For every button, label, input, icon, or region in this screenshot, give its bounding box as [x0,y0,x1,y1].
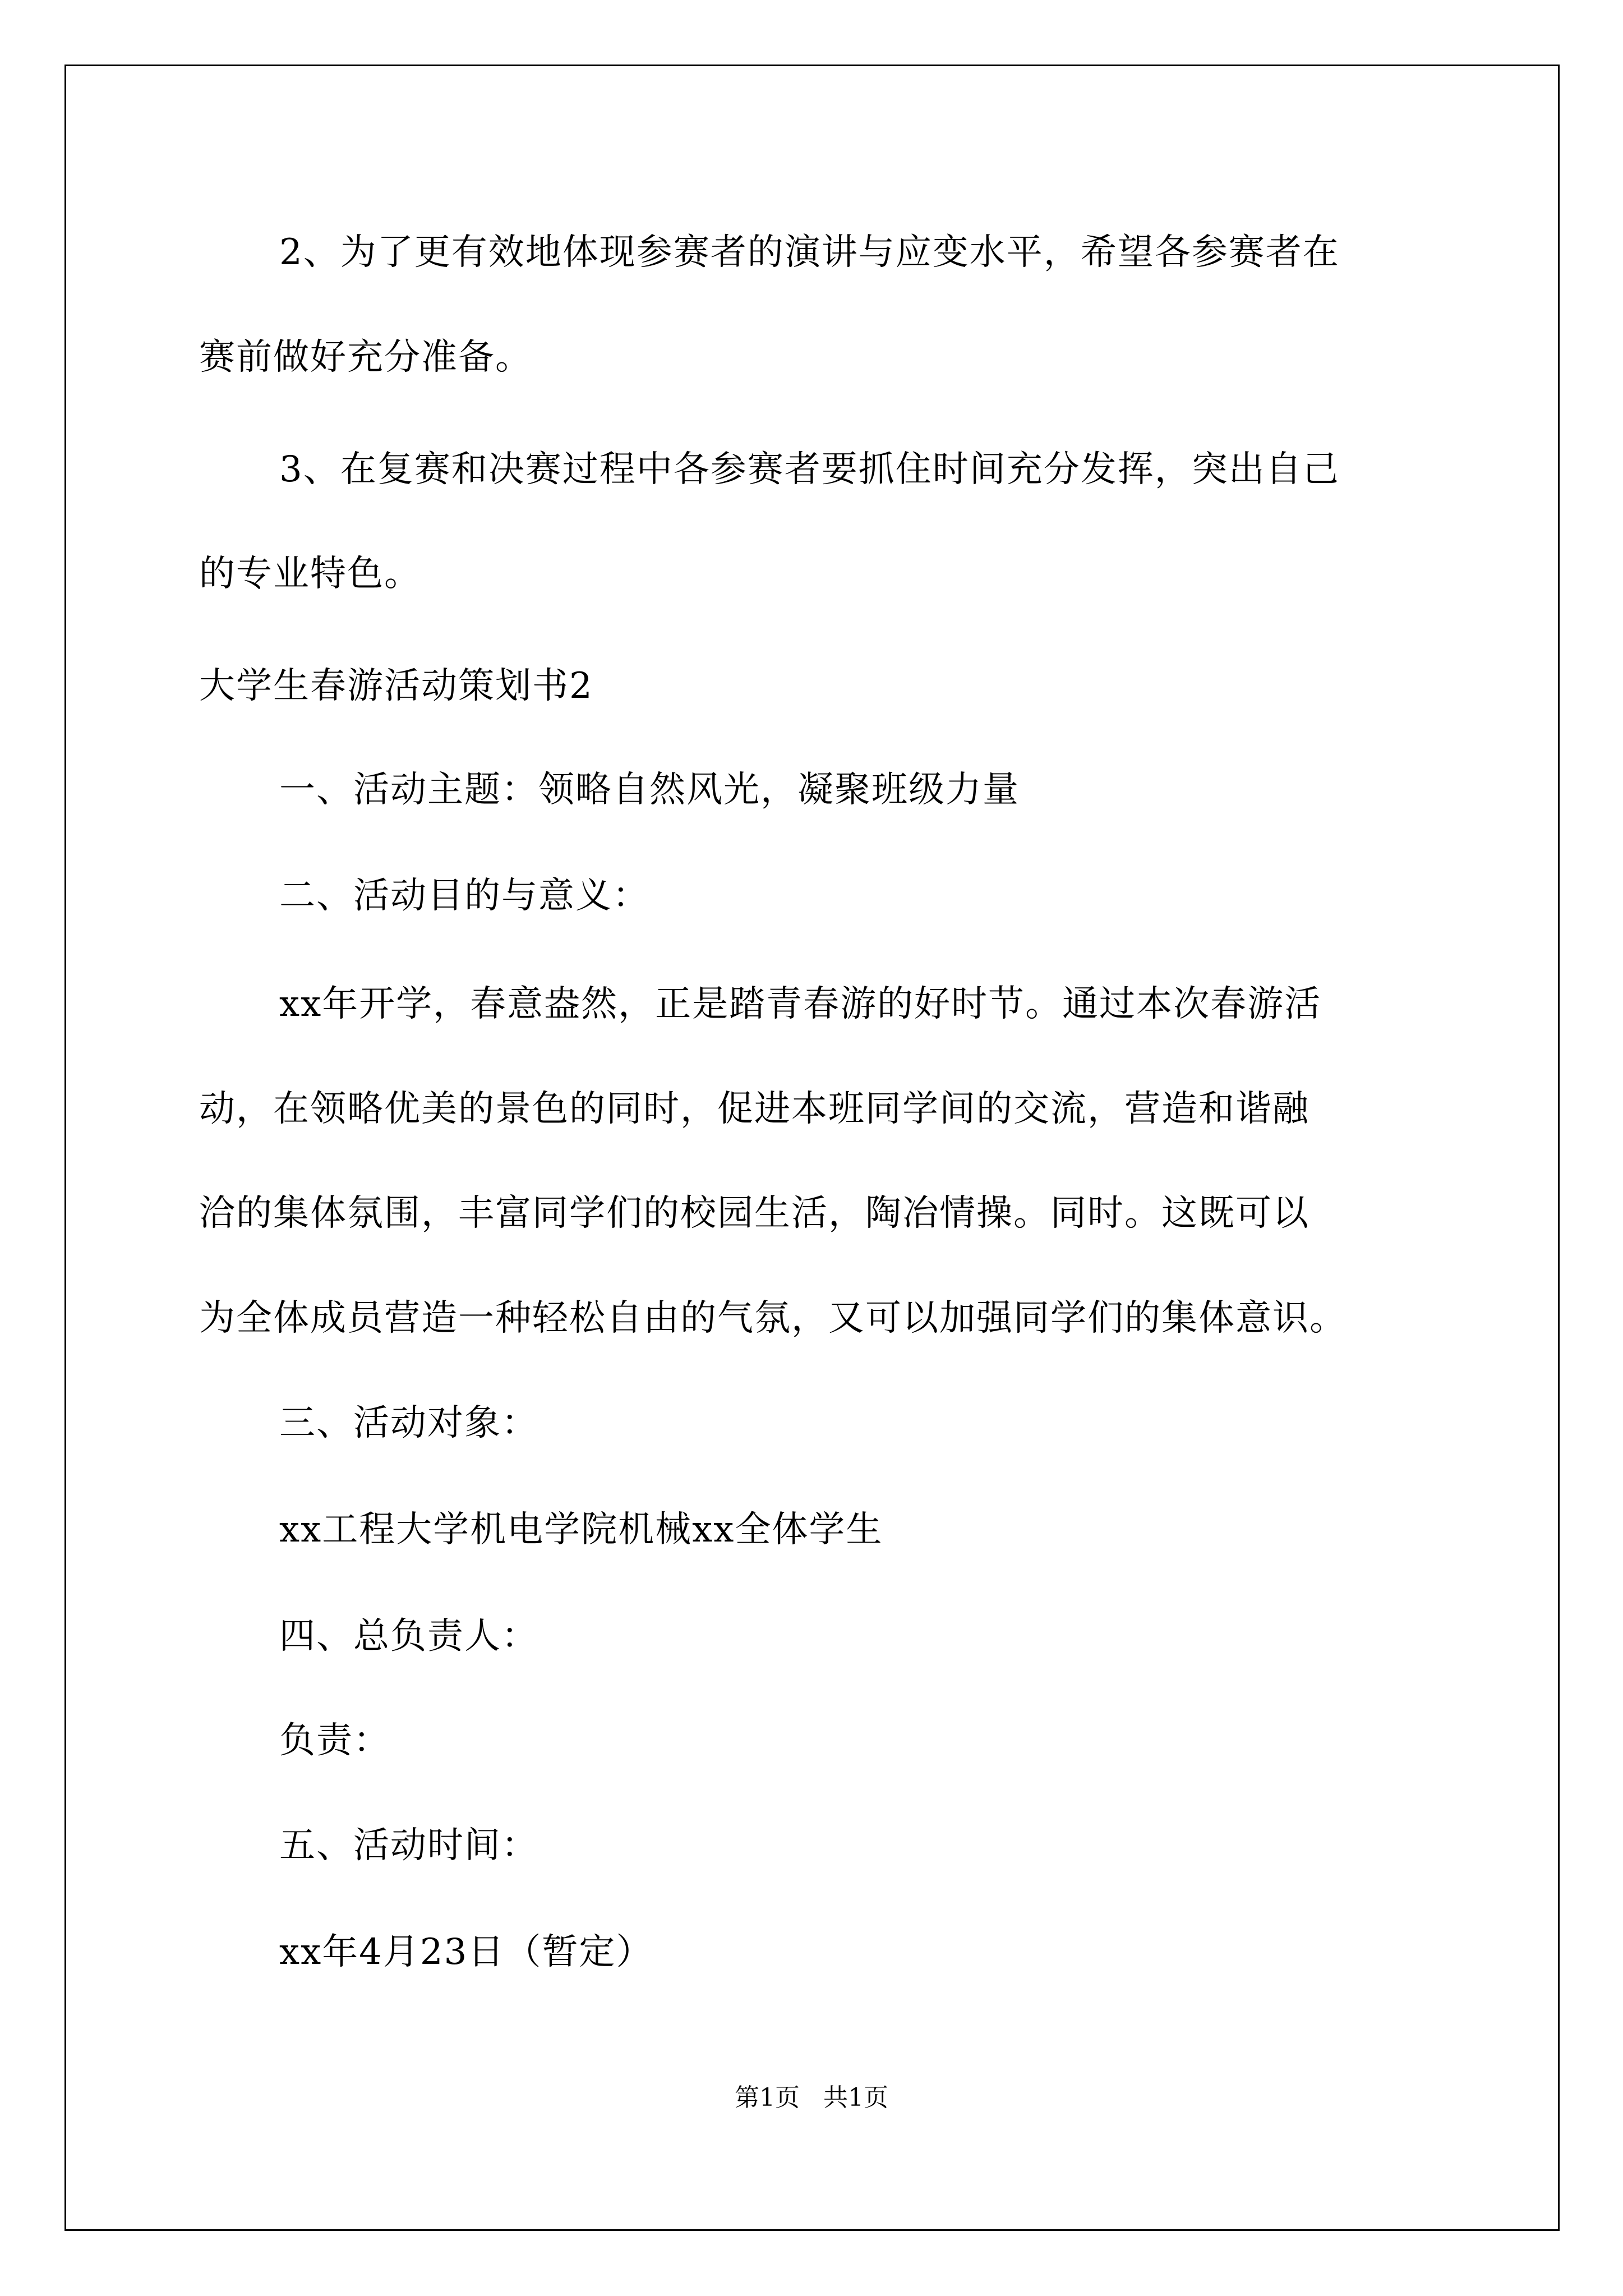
page-border [64,65,1560,2231]
paragraph-line: 的专业特色。 [199,553,421,595]
paragraph-line: 2、为了更有效地体现参赛者的演讲与应变水平，希望各参赛者在 [279,232,1340,273]
paragraph-line: 五、活动时间： [279,1825,538,1866]
paragraph-line: 一、活动主题：领略自然风光，凝聚班级力量 [279,769,1020,811]
paragraph-line: 动，在领略优美的景色的同时，促进本班同学间的交流，营造和谐融 [199,1088,1310,1130]
paragraph-line: xx工程大学机电学院机械xx全体学生 [279,1509,883,1550]
paragraph-line: 三、活动对象： [279,1402,538,1444]
paragraph-line: 二、活动目的与意义： [279,875,649,917]
paragraph-line: 负责： [279,1720,390,1761]
paragraph-line: 为全体成员营造一种轻松自由的气氛，又可以加强同学们的集体意识。 [199,1297,1347,1339]
paragraph-line: xx年4月23日（暂定） [279,1931,653,1973]
paragraph-line: 赛前做好充分准备。 [199,337,532,378]
page-footer: 第1页 共1页 [735,2083,888,2112]
paragraph-line: 3、在复赛和决赛过程中各参赛者要抓住时间充分发挥，突出自己 [279,449,1340,490]
paragraph-line: 四、总负责人： [279,1616,538,1657]
paragraph-line: 洽的集体氛围，丰富同学们的校园生活，陶冶情操。同时。这既可以 [199,1193,1310,1234]
section-heading: 大学生春游活动策划书2 [199,665,593,707]
paragraph-line: xx年开学，春意盎然，正是踏青春游的好时节。通过本次春游活 [279,983,1322,1025]
